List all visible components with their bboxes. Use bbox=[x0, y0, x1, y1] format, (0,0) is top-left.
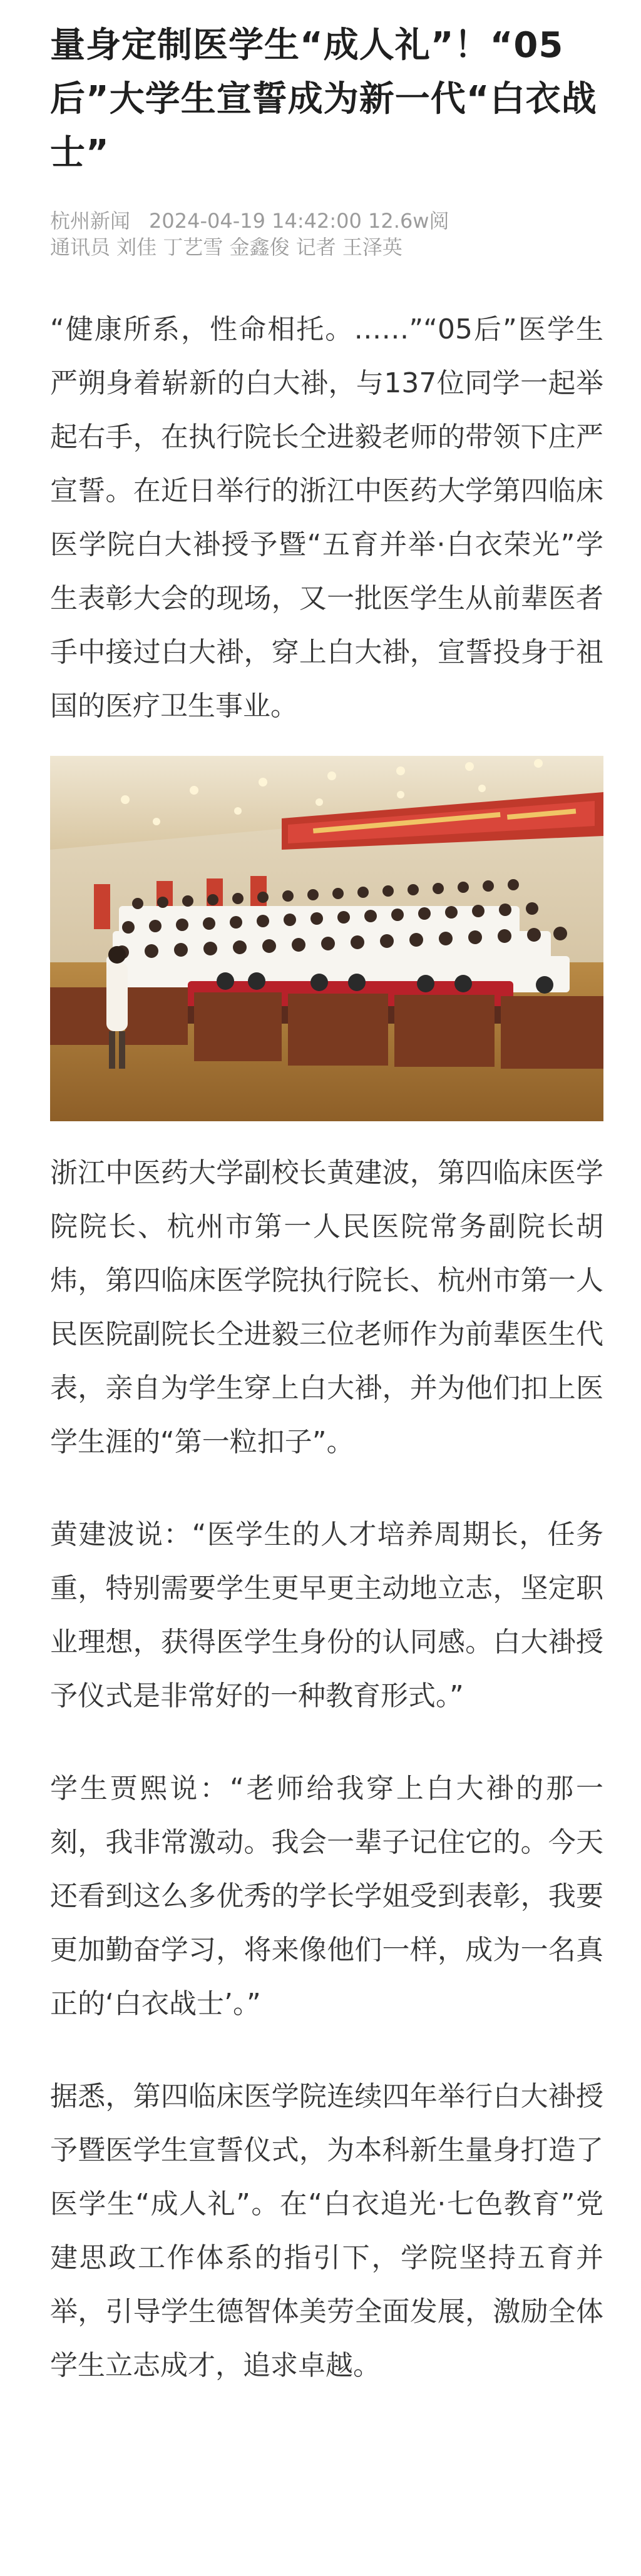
paragraph-2: 浙江中医药大学副校长黄建波，第四临床医学院院长、杭州市第一人民医院常务副院长胡炜，第四临床医学院执行院长、杭州市第一人民医院副院长仝进毅三位老师作为前辈医生代表，亲自为学生穿上白大褂，并为他们扣上医学生涯的“第一粒扣子”。 bbox=[50, 1157, 603, 1458]
paragraph-4: 学生贾熙说：“老师给我穿上白大褂的那一刻，我非常激动。我会一辈子记住它的。今天还看到这么多优秀的学长学姐受到表彰，我要更加勤奋学习，将来像他们一样，成为一名真正的‘白衣战士’。” bbox=[50, 1773, 603, 2020]
publish-time: 2024-04-19 14:42:00 bbox=[149, 209, 362, 233]
article-meta bbox=[50, 208, 603, 260]
source-name[interactable]: 杭州新闻 bbox=[50, 209, 131, 233]
ceremony-photo[interactable] bbox=[50, 756, 603, 1121]
paragraph-1: “健康所系，性命相托。……”“05后”医学生严朔身着崭新的白大褂，与137位同学一起举起右手，在执行院长仝进毅老师的带领下庄严宣誓。在近日举行的浙江中医药大学第四临床医学院白大褂授予暨“五育并举·白衣荣光”学生表彰大会的现场，又一批医学生从前辈医者手中接过白大褂，穿上白大褂，宣誓投身于祖国的医疗卫生事业。 bbox=[50, 313, 603, 722]
paragraph-5: 据悉，第四临床医学院连续四年举行白大褂授予暨医学生宣誓仪式，为本科新生量身打造了医学生“成人礼”。在“白衣追光·七色教育”党建思政工作体系的指引下，学院坚持五育并举，引导学生德智体美劳全面发展，激励全体学生立志成才，追求卓越。 bbox=[50, 2080, 603, 2381]
ceremony-photo-illustration bbox=[50, 756, 603, 1121]
author-credits: 通讯员 刘佳 丁艺雪 金鑫俊 记者 王泽英 bbox=[50, 235, 403, 259]
article-title: 量身定制医学生“成人礼”！“05后”大学生宣誓成为新一代“白衣战士” bbox=[50, 25, 597, 173]
article bbox=[50, 0, 603, 2393]
paragraph-3: 黄建波说：“医学生的人才培养周期长，任务重，特别需要学生更早更主动地立志，坚定职业理想，获得医学生身份的认同感。白大褂授予仪式是非常好的一种教育形式。” bbox=[50, 1519, 603, 1712]
meta-line bbox=[50, 208, 603, 234]
view-count: 12.6w阅 bbox=[368, 209, 449, 233]
